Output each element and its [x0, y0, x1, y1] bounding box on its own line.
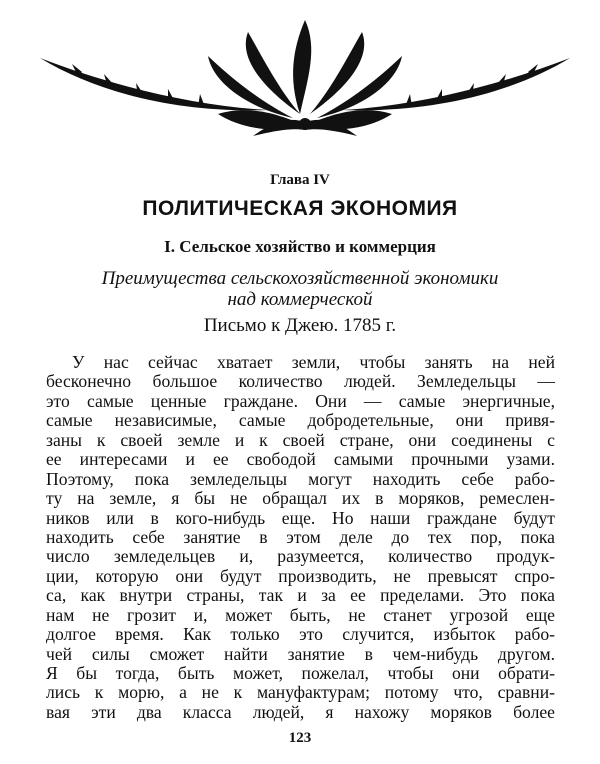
text-line: это самые ценные граждане. Они — самые энергичные, [46, 390, 555, 411]
text-line: самые независимые, самые добродетельные, они привя- [46, 410, 555, 431]
text-line: Я бы тогда, быть может, пожелал, чтобы они обрати- [46, 663, 555, 683]
decorative-ornament [38, 18, 572, 140]
letter-heading: Письмо к Джею. 1785 г. [203, 315, 397, 336]
text-line: У нас сейчас хватает земли, чтобы занять на ней [72, 352, 555, 372]
text-line: число земледельцев и, разумеется, количество продук- [46, 546, 555, 567]
subtitle-line-2: над коммерческой [227, 289, 373, 310]
page-number: 123 [288, 730, 312, 746]
text-line: ее интересами и ее свободой самыми прочными узами. [46, 449, 555, 470]
chapter-title: ПОЛИТИЧЕСКАЯ ЭКОНОМИЯ [142, 197, 458, 220]
text-line: лись к морю, а не к мануфактурам; потому что, сравни- [46, 682, 555, 703]
text-line: вая эти два класса людей, я нахожу моряков более [46, 701, 555, 722]
text-line: са, как внутри страны, так и за ее пределами. Это пока [46, 585, 555, 606]
text-line: бесконечно большое количество людей. Земледельцы — [46, 371, 555, 392]
text-line: чей силы сможет найти занятие в чем-нибудь другом. [46, 643, 555, 664]
body-text [46, 353, 555, 722]
chapter-label: Глава IV [270, 172, 330, 188]
text-line: ту на земле, я бы не обращал их в моряков, ремеслен- [46, 488, 555, 509]
text-line: находить себе занятие в этом деле до тех пор, пока [46, 526, 555, 547]
text-line: Поэтому, пока земледельцы могут находить себе рабо- [46, 468, 555, 489]
text-line: нам не грозит и, может быть, не станет угрозой еще [46, 604, 555, 625]
subtitle-line-1: Преимущества сельскохозяйственной экономики [101, 268, 499, 289]
text-line: заны к своей земле и к своей стране, они соединены с [46, 429, 555, 450]
text-line: ции, которую они будут производить, не превысят спро- [46, 565, 555, 586]
text-line: ников или в кого-нибудь еще. Но наши граждане будут [46, 507, 555, 528]
text-line: долгое время. Как только это случится, избыток рабо- [46, 624, 555, 645]
section-heading: I. Сельское хозяйство и коммерция [164, 237, 436, 256]
